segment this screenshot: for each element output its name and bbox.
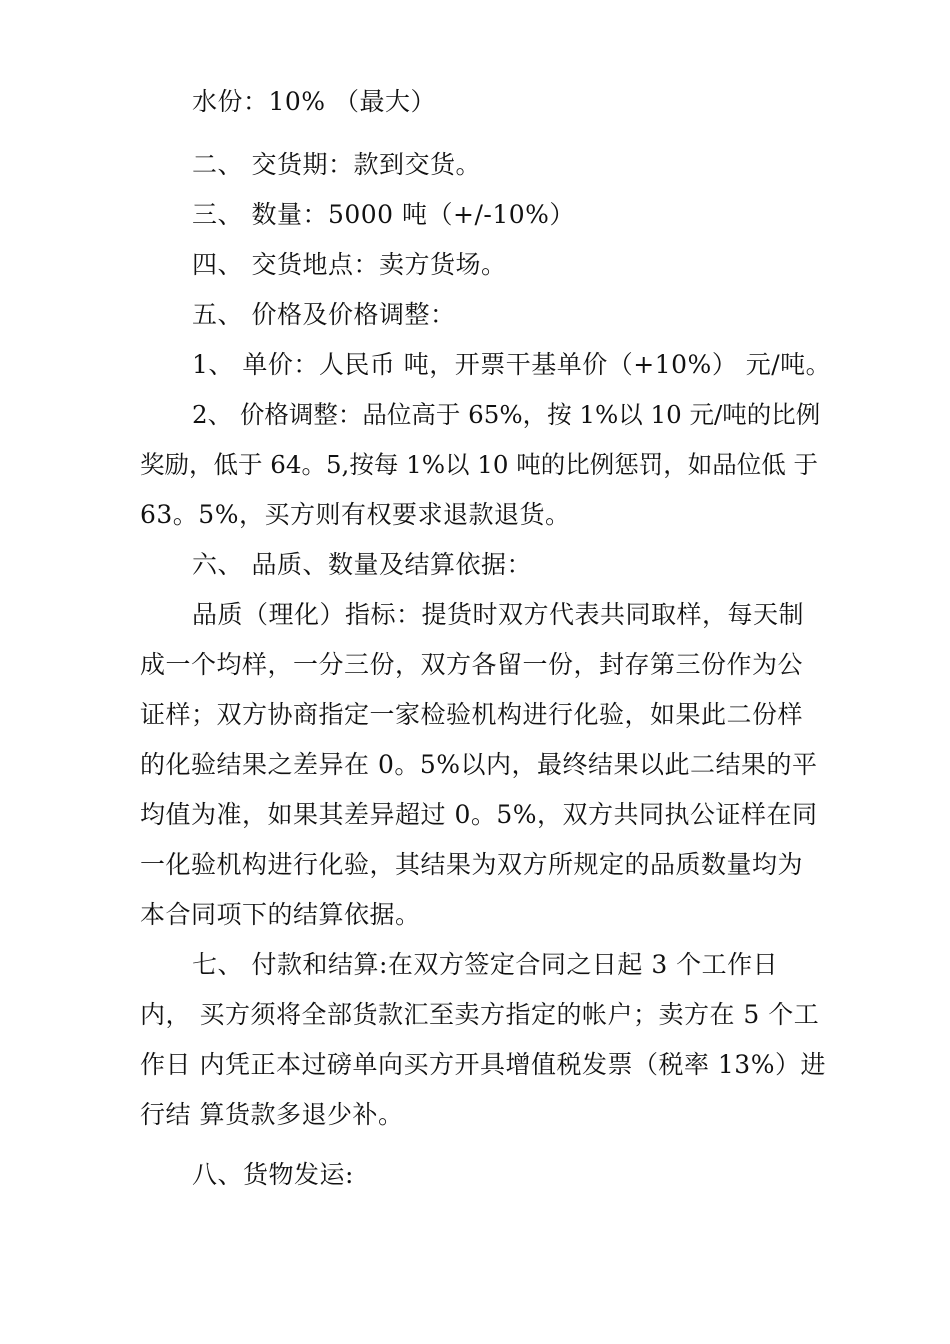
text-line-payment-3: 作日 内凭正本过磅单向买方开具增值税发票（税率 13%）进 [140, 1050, 826, 1079]
text-line-price-adjust-1: 2、 价格调整：品位高于 65%，按 1%以 10 元/吨的比例 [192, 400, 821, 429]
text-line-quality-7: 本合同项下的结算依据。 [140, 900, 421, 929]
text-line-payment-2: 内， 买方须将全部货款汇至卖方指定的帐户；卖方在 5 个工 [140, 1000, 820, 1029]
text-line-quality-1: 品质（理化）指标：提货时双方代表共同取样，每天制 [192, 600, 805, 629]
text-line-clause-8: 八、货物发运: [192, 1160, 354, 1189]
text-line-quality-4: 的化验结果之差异在 0。5%以内，最终结果以此二结果的平 [140, 750, 818, 779]
text-line-quality-2: 成一个均样，一分三份，双方各留一份，封存第三份作为公 [140, 650, 804, 679]
text-line-price-adjust-3: 63。5%，买方则有权要求退款退货。 [140, 500, 571, 529]
text-line-payment-4: 行结 算货款多退少补。 [140, 1100, 404, 1129]
text-line-clause-4: 四、 交货地点：卖方货场。 [192, 250, 507, 279]
text-line-quality-3: 证样；双方协商指定一家检验机构进行化验，如果此二份样 [140, 700, 804, 729]
text-line-clause-5: 五、 价格及价格调整： [192, 300, 456, 329]
text-line-moisture: 水份：10% （最大） [192, 87, 437, 116]
text-line-clause-3: 三、 数量：5000 吨（+/-10%） [192, 200, 575, 229]
text-line-unit-price: 1、 单价：人民币 吨，开票干基单价（+10%） 元/吨。 [192, 350, 832, 379]
text-line-quality-6: 一化验机构进行化验，其结果为双方所规定的品质数量均为 [140, 850, 804, 879]
text-line-price-adjust-2: 奖励，低于 64。5,按每 1%以 10 吨的比例惩罚，如品位低 于 [140, 450, 819, 479]
text-line-clause-7: 七、 付款和结算:在双方签定合同之日起 3 个工作日 [192, 950, 779, 979]
text-line-quality-5: 均值为准，如果其差异超过 0。5%，双方共同执公证样在同 [140, 800, 818, 829]
text-line-clause-2: 二、 交货期：款到交货。 [192, 150, 481, 179]
text-line-clause-6: 六、 品质、数量及结算依据： [192, 550, 532, 579]
